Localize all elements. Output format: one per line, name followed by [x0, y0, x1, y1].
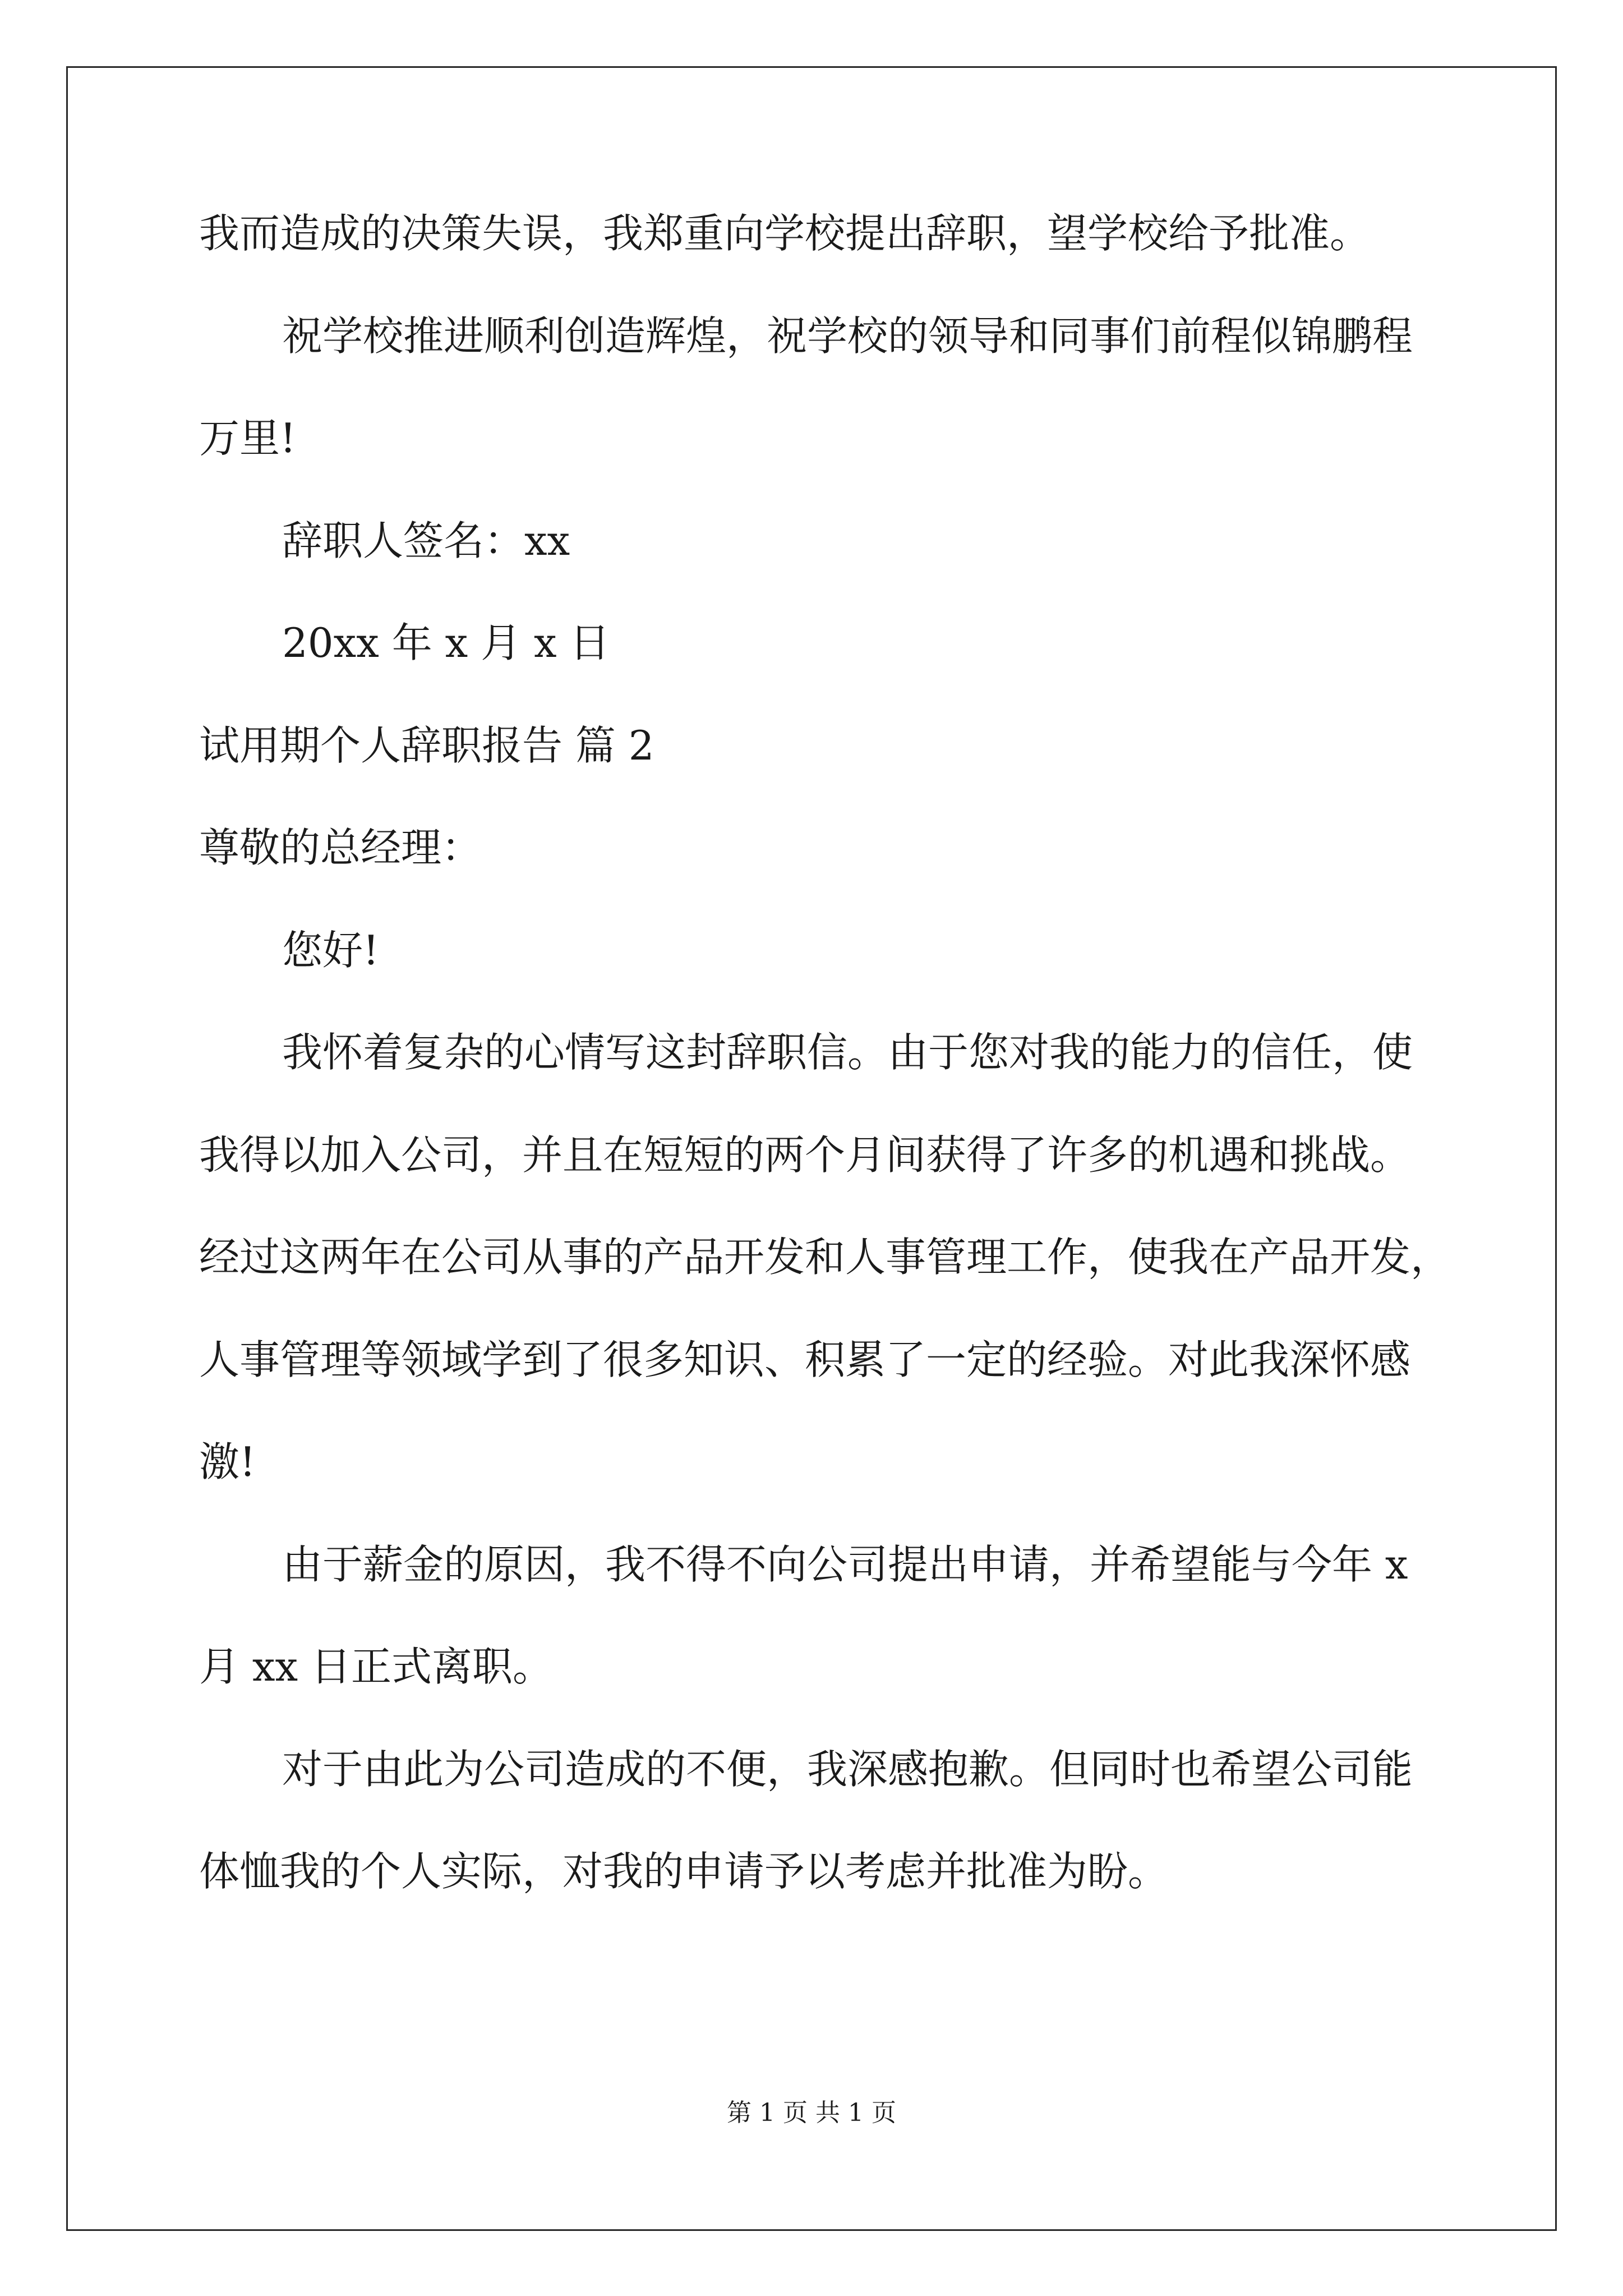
paragraph-line-2: 祝学校推进顺利创造辉煌，祝学校的领导和同事们前程似锦鹏程 [282, 312, 1413, 360]
paragraph-line-15: 月 xx 日正式离职。 [199, 1643, 553, 1690]
salutation: 尊敬的总经理： [199, 824, 482, 871]
paragraph-line-1: 我而造成的决策失误，我郑重向学校提出辞职，望学校给予批准。 [199, 210, 1371, 257]
paragraph-line-14: 由于薪金的原因，我不得不向公司提出申请，并希望能与今年 x [282, 1541, 1408, 1588]
paragraph-line-10: 我得以加入公司，并且在短短的两个月间获得了许多的机遇和挑战。 [199, 1131, 1411, 1179]
greeting: 您好! [282, 927, 379, 974]
paragraph-line-17: 体恤我的个人实际，对我的申请予以考虑并批准为盼。 [199, 1848, 1169, 1895]
paragraph-line-11: 经过这两年在公司从事的产品开发和人事管理工作，使我在产品开发， [199, 1234, 1451, 1281]
page-footer: 第 1 页 共 1 页 [727, 2099, 896, 2127]
paragraph-line-3: 万里! [199, 415, 296, 462]
date-line: 20xx 年 x 月 x 日 [282, 619, 610, 666]
signature-line: 辞职人签名：xx [282, 517, 570, 564]
paragraph-line-13: 激! [199, 1438, 256, 1485]
paragraph-line-9: 我怀着复杂的心情写这封辞职信。由于您对我的能力的信任，使 [282, 1029, 1413, 1076]
paragraph-line-16: 对于由此为公司造成的不便，我深感抱歉。但同时也希望公司能 [282, 1746, 1413, 1793]
section-heading: 试用期个人辞职报告 篇 2 [199, 722, 654, 769]
paragraph-line-12: 人事管理等领域学到了很多知识、积累了一定的经验。对此我深怀感 [199, 1336, 1411, 1383]
